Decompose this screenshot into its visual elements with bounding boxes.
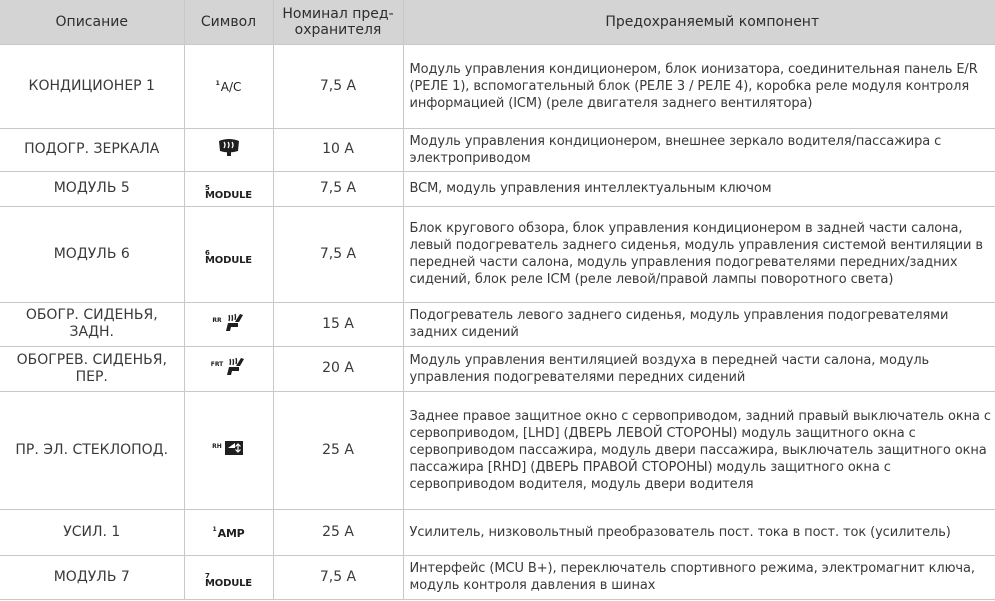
fuse-component: Интерфейс (MCU B+), переключатель спортивного режима, электромагнит ключа, модуль контроля давления в шинах — [403, 555, 995, 599]
power-window-icon — [223, 439, 245, 462]
symbol-prefix: RR — [212, 316, 222, 324]
fuse-description: ПОДОГР. ЗЕРКАЛА — [0, 128, 184, 171]
fuse-symbol — [184, 206, 273, 302]
fuse-description: МОДУЛЬ 7 — [0, 555, 184, 599]
fuse-rating: 7,5 A — [273, 44, 403, 128]
fuse-component: BCM, модуль управления интеллектуальным ключом — [403, 171, 995, 206]
table-row — [0, 128, 995, 171]
ac-symbol — [216, 79, 242, 96]
fuse-symbol — [184, 391, 273, 509]
fuse-description: МОДУЛЬ 5 — [0, 171, 184, 206]
fuse-description: ПР. ЭЛ. СТЕКЛОПОД. — [0, 391, 184, 509]
fuse-description: ОБОГР. СИДЕНЬЯ, ЗАДН. — [0, 302, 184, 346]
table-row — [0, 555, 995, 599]
fuse-rating: 15 A — [273, 302, 403, 346]
table-row — [0, 346, 995, 391]
front-heated-seat-symbol — [211, 356, 247, 381]
symbol-text: MODULE — [205, 578, 252, 589]
symbol-prefix: 1 — [215, 79, 220, 87]
module-symbol — [205, 184, 252, 200]
heated-seat-icon — [224, 356, 246, 381]
symbol-prefix: 7 — [205, 572, 210, 580]
module-symbol — [205, 249, 252, 265]
table-row — [0, 44, 995, 128]
amp-symbol — [212, 525, 244, 542]
fuse-symbol — [184, 509, 273, 555]
fuse-description: ОБОГРЕВ. СИДЕНЬЯ, ПЕР. — [0, 346, 184, 391]
table-header — [0, 0, 995, 44]
fuse-component: Заднее правое защитное окно с сервоприводом, задний правый выключатель окна с сервоприводом, [LHD] (ДВЕРЬ ЛЕВОЙ СТОРОНЫ) модуль защитного окна с сервоприводом пассажира, модуль двери пассажира, выключатель защитного окна пассажира [RHD] (ДВЕРЬ ПРАВОЙ СТОРОНЫ) модуль защитного окна с сервоприводом водителя, модуль двери водителя — [403, 391, 995, 509]
symbol-text: MODULE — [205, 255, 252, 266]
header-symbol: Символ — [184, 0, 273, 44]
symbol-prefix: FRT — [210, 361, 224, 368]
symbol-text: AMP — [217, 526, 245, 540]
fuse-component: Модуль управления вентиляцией воздуха в передней части салона, модуль управления подогревателями передних сидений — [403, 346, 995, 391]
fuse-component: Модуль управления кондиционером, внешнее зеркало водителя/пассажира с электроприводом — [403, 128, 995, 171]
symbol-prefix: 5 — [205, 183, 210, 192]
fuse-symbol — [184, 128, 273, 171]
fuse-component: Модуль управления кондиционером, блок ионизатора, соединительная панель E/R (РЕЛЕ 1), вспомогательный блок (РЕЛЕ 3 / РЕЛЕ 4), коробка реле модуля контроля информацией (ICM) (реле двигателя заднего вентилятора) — [403, 44, 995, 128]
fuse-description: УСИЛ. 1 — [0, 509, 184, 555]
fuse-rating: 7,5 A — [273, 171, 403, 206]
header-rating: Номинал пред- охранителя — [273, 0, 403, 44]
fuse-rating: 10 A — [273, 128, 403, 171]
fuse-symbol — [184, 346, 273, 391]
table-row — [0, 171, 995, 206]
header-description: Описание — [0, 0, 184, 44]
fuse-component: Усилитель, низковольтный преобразователь пост. тока в пост. ток (усилитель) — [403, 509, 995, 555]
symbol-prefix: 6 — [205, 249, 210, 257]
fuse-symbol — [184, 171, 273, 206]
symbol-text: MODULE — [205, 189, 252, 201]
fuse-description: МОДУЛЬ 6 — [0, 206, 184, 302]
fuse-rating: 20 A — [273, 346, 403, 391]
fuse-description: КОНДИЦИОНЕР 1 — [0, 44, 184, 128]
fuse-rating: 25 A — [273, 509, 403, 555]
table-row — [0, 302, 995, 346]
heated-mirror-icon — [216, 137, 242, 162]
rear-heated-seat-symbol — [212, 312, 244, 337]
symbol-prefix: RH — [212, 442, 222, 450]
fuse-rating: 7,5 A — [273, 206, 403, 302]
rh-power-window-symbol — [212, 439, 245, 462]
table-row — [0, 509, 995, 555]
fuse-rating: 25 A — [273, 391, 403, 509]
fuse-rating: 7,5 A — [273, 555, 403, 599]
fuse-symbol — [184, 44, 273, 128]
symbol-text: A/C — [220, 79, 242, 94]
fuse-component: Подогреватель левого заднего сиденья, модуль управления подогревателями задних сидений — [403, 302, 995, 346]
heated-seat-icon — [223, 312, 245, 337]
fuse-symbol — [184, 555, 273, 599]
header-row — [0, 0, 995, 44]
table-row — [0, 391, 995, 509]
fuse-symbol — [184, 302, 273, 346]
table-row — [0, 206, 995, 302]
header-component: Предохраняемый компонент — [403, 0, 995, 44]
symbol-prefix: 1 — [212, 525, 217, 533]
fuse-component: Блок кругового обзора, блок управления кондиционером в задней части салона, левый подогреватель заднего сиденья, модуль управления системой вентиляции в передней части салона, модуль управления подогревателями передних/задних сидений, блок реле ICM (реле левой/правой лампы поворотного света) — [403, 206, 995, 302]
module-symbol — [205, 572, 252, 588]
